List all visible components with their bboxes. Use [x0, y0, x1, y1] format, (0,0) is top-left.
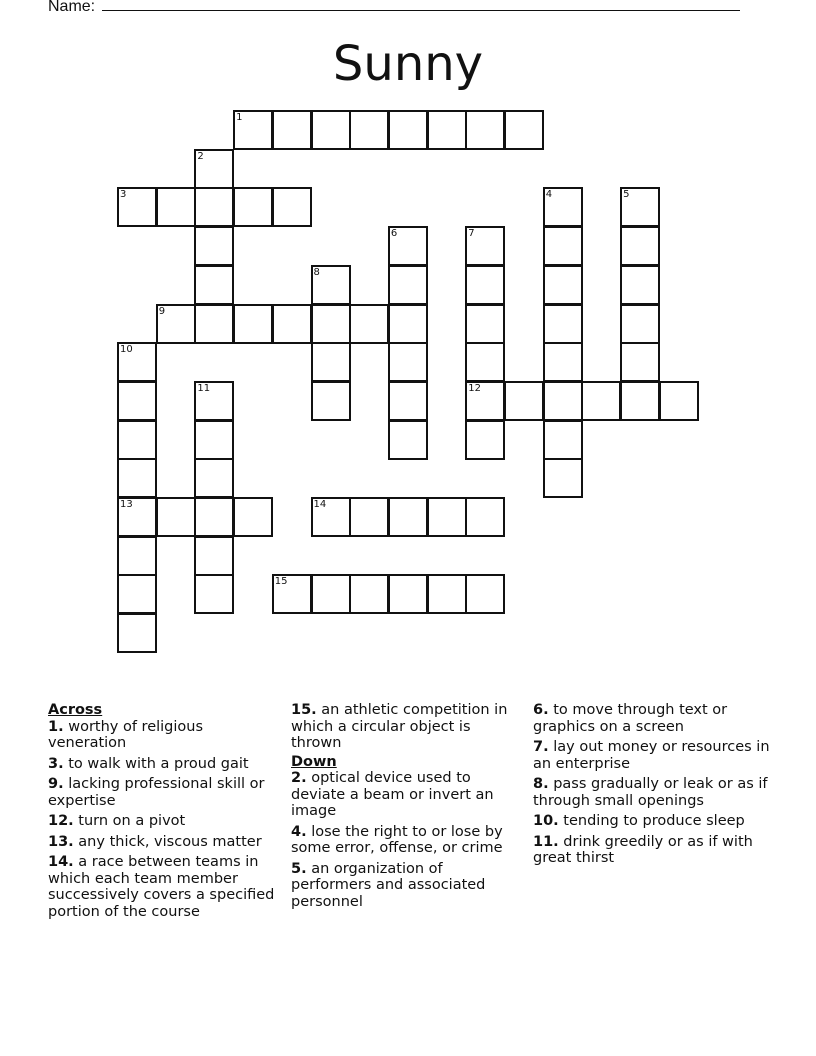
- clue-number: 7.: [533, 739, 549, 755]
- clue-across-15: [291, 702, 519, 752]
- puzzle-title: Sunny: [332, 36, 484, 92]
- clue-across-3: [48, 756, 276, 773]
- cell-number: 4: [545, 189, 553, 201]
- grid-cell[interactable]: [581, 381, 621, 421]
- clue-text: drink greedily or as if with great thirst: [533, 833, 753, 866]
- grid-cell[interactable]: [194, 265, 234, 305]
- grid-cell-3[interactable]: [117, 187, 157, 227]
- grid-cell[interactable]: [620, 304, 660, 344]
- clues-column-1: [48, 700, 276, 924]
- cell-number: 10: [120, 344, 133, 356]
- grid-cell[interactable]: [427, 574, 467, 614]
- grid-cell[interactable]: [388, 304, 428, 344]
- clue-down-7: [533, 739, 773, 772]
- grid-cell[interactable]: [311, 304, 351, 344]
- cell-number: 12: [468, 382, 482, 394]
- clue-number: 2.: [291, 770, 307, 786]
- grid-cell-15[interactable]: [272, 574, 312, 614]
- clue-number: 1.: [48, 718, 64, 735]
- grid-cell-6[interactable]: [388, 226, 428, 266]
- cell-number: 7: [468, 228, 475, 240]
- grid-cell[interactable]: [233, 497, 273, 537]
- grid-cell[interactable]: [194, 187, 234, 227]
- grid-cell-13[interactable]: [117, 497, 157, 537]
- grid-cell[interactable]: [272, 110, 312, 150]
- grid-cell[interactable]: [194, 304, 234, 344]
- grid-cell[interactable]: [543, 265, 583, 305]
- grid-cell[interactable]: [117, 420, 157, 460]
- grid-cell-12[interactable]: [465, 381, 505, 421]
- grid-cell[interactable]: [543, 342, 583, 382]
- cell-number: 8: [313, 266, 320, 278]
- grid-cell[interactable]: [311, 342, 351, 382]
- cell-number: 6: [390, 228, 398, 240]
- clue-text: an organization of performers and associated personnel: [291, 860, 486, 910]
- grid-cell[interactable]: [388, 110, 428, 150]
- clue-number: 4.: [291, 823, 307, 840]
- grid-cell[interactable]: [233, 187, 273, 227]
- grid-cell[interactable]: [465, 110, 505, 150]
- grid-cell-7[interactable]: [465, 226, 505, 266]
- clue-text: any thick, viscous matter: [78, 833, 262, 850]
- name-label: Name:: [48, 0, 96, 15]
- clue-text: lose the right to or lose by some error, offense, or crime: [291, 823, 503, 856]
- grid-cell[interactable]: [272, 187, 312, 227]
- grid-cell[interactable]: [349, 304, 389, 344]
- grid-cell[interactable]: [233, 304, 273, 344]
- grid-cell[interactable]: [311, 381, 351, 421]
- cell-number: 2: [197, 150, 204, 162]
- grid-cell[interactable]: [388, 381, 428, 421]
- clue-across-1: [48, 719, 276, 752]
- grid-cell[interactable]: [543, 304, 583, 344]
- clue-down-11: [533, 834, 773, 867]
- grid-cell[interactable]: [349, 497, 389, 537]
- grid-cell-1[interactable]: [233, 110, 273, 150]
- clue-number: 14.: [48, 854, 74, 870]
- clue-text: worthy of religious veneration: [48, 718, 204, 751]
- clue-number: 9.: [48, 776, 64, 792]
- grid-cell[interactable]: [620, 381, 660, 421]
- grid-cell[interactable]: [117, 458, 157, 498]
- grid-cell[interactable]: [349, 574, 389, 614]
- clue-down-5: [291, 861, 519, 911]
- grid-cell[interactable]: [117, 536, 157, 576]
- grid-cell[interactable]: [117, 574, 157, 614]
- across-heading: Across: [48, 702, 103, 718]
- clue-down-10: [533, 813, 773, 830]
- grid-cell-8[interactable]: [311, 265, 351, 305]
- clue-down-4: [291, 824, 519, 857]
- clue-across-12: [48, 813, 276, 830]
- cell-number: 14: [313, 499, 327, 510]
- grid-cell-5[interactable]: [620, 187, 660, 227]
- clue-number: 11.: [533, 833, 559, 850]
- grid-cell[interactable]: [117, 613, 157, 653]
- grid-cell[interactable]: [620, 226, 660, 266]
- clue-down-8: [533, 776, 773, 809]
- grid-cell[interactable]: [465, 497, 505, 537]
- grid-cell[interactable]: [311, 110, 351, 150]
- clue-text: lay out money or resources in an enterprise: [533, 739, 770, 772]
- cell-number: 11: [197, 382, 211, 394]
- clue-down-2: [291, 770, 519, 820]
- grid-cell[interactable]: [465, 265, 505, 305]
- grid-cell[interactable]: [156, 187, 196, 227]
- grid-cell-11[interactable]: [194, 381, 234, 421]
- grid-cell[interactable]: [465, 304, 505, 344]
- grid-cell[interactable]: [194, 458, 234, 498]
- grid-cell[interactable]: [156, 497, 196, 537]
- grid-cell[interactable]: [465, 342, 505, 382]
- clue-number: 6.: [533, 702, 549, 718]
- cell-number: 3: [120, 189, 127, 201]
- grid-cell[interactable]: [543, 226, 583, 266]
- clue-across-14: [48, 854, 276, 920]
- grid-cell[interactable]: [620, 342, 660, 382]
- clue-text: to move through text or graphics on a screen: [533, 702, 728, 735]
- grid-cell[interactable]: [388, 265, 428, 305]
- grid-cell-4[interactable]: [543, 187, 583, 227]
- clue-down-6: [533, 702, 773, 735]
- clue-text: pass gradually or leak or as if through small openings: [533, 776, 768, 809]
- cell-number: 9: [158, 305, 166, 317]
- clue-text: to walk with a proud gait: [68, 755, 249, 772]
- grid-cell[interactable]: [349, 110, 389, 150]
- grid-cell[interactable]: [427, 110, 467, 150]
- grid-cell[interactable]: [388, 342, 428, 382]
- cell-number: 1: [236, 112, 243, 123]
- grid-cell-10[interactable]: [117, 342, 157, 382]
- grid-cell[interactable]: [194, 536, 234, 576]
- grid-cell[interactable]: [543, 420, 583, 460]
- grid-cell[interactable]: [543, 381, 583, 421]
- down-heading: Down: [291, 753, 337, 770]
- grid-cell-14[interactable]: [311, 497, 351, 537]
- clue-across-9: [48, 776, 276, 809]
- cell-number: 13: [120, 499, 133, 510]
- grid-cell[interactable]: [272, 304, 312, 344]
- clue-text: a race between teams in which each team member successively covers a specified portion of the course: [48, 854, 275, 920]
- clue-number: 5.: [291, 860, 307, 877]
- clue-text: optical device used to deviate a beam or invert an image: [291, 770, 494, 819]
- clue-text: turn on a pivot: [78, 813, 186, 829]
- clue-number: 8.: [533, 776, 549, 792]
- grid-cell[interactable]: [388, 574, 428, 614]
- grid-cell[interactable]: [504, 381, 544, 421]
- grid-cell[interactable]: [388, 420, 428, 460]
- grid-cell[interactable]: [194, 226, 234, 266]
- grid-cell[interactable]: [543, 458, 583, 498]
- cell-number: 5: [623, 189, 630, 201]
- grid-cell-2[interactable]: [194, 149, 234, 189]
- grid-cell[interactable]: [194, 420, 234, 460]
- grid-cell[interactable]: [311, 574, 351, 614]
- clue-text: an athletic competition in which a circular object is thrown: [291, 702, 508, 751]
- grid-cell-9[interactable]: [156, 304, 196, 344]
- clue-number: 10.: [533, 813, 559, 829]
- grid-cell[interactable]: [659, 381, 699, 421]
- clue-across-13: [48, 834, 276, 851]
- grid-cell[interactable]: [465, 574, 505, 614]
- clues-column-2: [291, 700, 519, 914]
- grid-cell[interactable]: [194, 497, 234, 537]
- cell-number: 15: [274, 576, 288, 588]
- grid-cell[interactable]: [194, 574, 234, 614]
- clue-number: 13.: [48, 833, 74, 850]
- clue-number: 12.: [48, 813, 74, 829]
- clue-number: 3.: [48, 755, 64, 772]
- clues-column-3: [533, 700, 773, 871]
- clue-text: tending to produce sleep: [563, 813, 745, 829]
- grid-cell[interactable]: [427, 497, 467, 537]
- grid-cell[interactable]: [620, 265, 660, 305]
- clue-number: 15.: [291, 702, 317, 718]
- clue-text: lacking professional skill or expertise: [48, 776, 265, 809]
- grid-cell[interactable]: [465, 420, 505, 460]
- grid-cell[interactable]: [117, 381, 157, 421]
- grid-cell[interactable]: [504, 110, 544, 150]
- grid-cell[interactable]: [388, 497, 428, 537]
